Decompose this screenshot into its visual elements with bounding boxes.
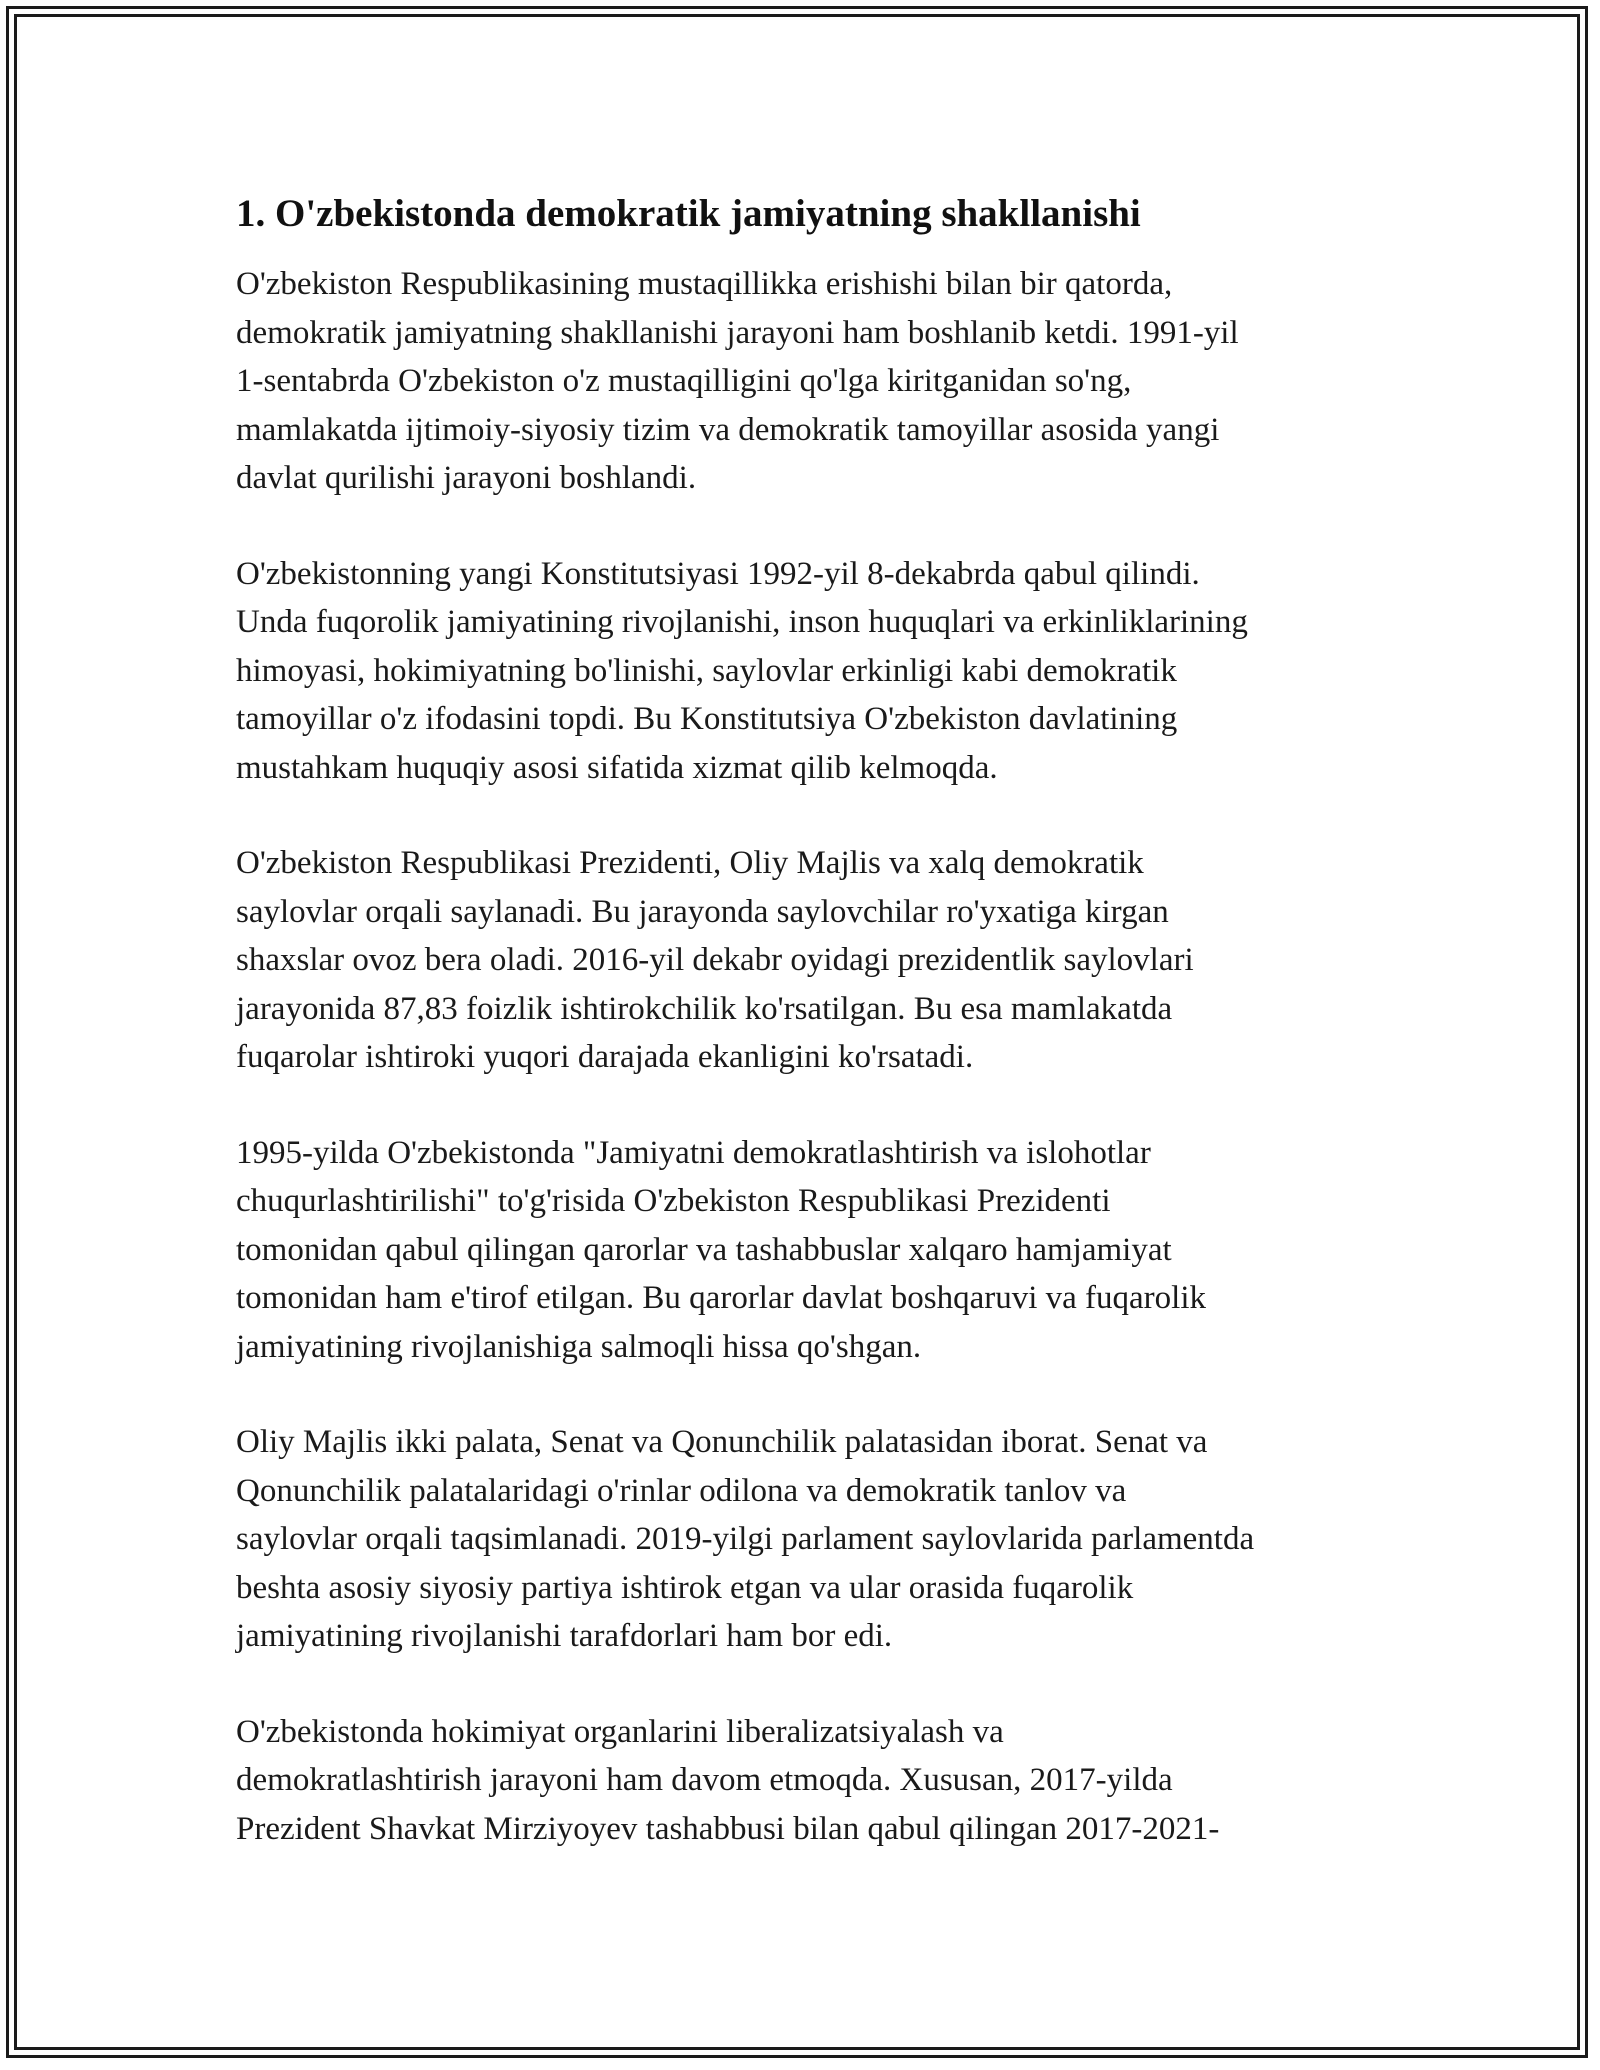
paragraph-6 bbox=[236, 1708, 1376, 1854]
paragraph-line: davlat qurilishi jarayoni boshlandi. bbox=[236, 460, 697, 496]
paragraph-2 bbox=[236, 550, 1376, 793]
paragraph-line: O'zbekistonda hokimiyat organlarini liberalizatsiyalash va bbox=[236, 1713, 1004, 1750]
paragraph-line: Qonunchilik palatalaridagi o'rinlar odilona va demokratik tanlov va bbox=[236, 1472, 1127, 1509]
paragraph-line: 1995-yilda O'zbekistonda "Jamiyatni demokratlashtirish va islohotlar bbox=[236, 1134, 1151, 1171]
paragraph-3 bbox=[236, 839, 1376, 1082]
paragraph-4 bbox=[236, 1129, 1376, 1372]
paragraph-line: O'zbekiston Respublikasining mustaqillikka erishishi bilan bir qatorda, bbox=[236, 266, 1173, 302]
paragraph-line: shaxslar ovoz bera oladi. 2016-yil dekabr oyidagi prezidentlik saylovlari bbox=[236, 942, 1194, 978]
paragraph-line: O'zbekiston Respublikasi Prezidenti, Oliy Majlis va xalq demokratik bbox=[236, 845, 1144, 881]
paragraph-line: Oliy Majlis ikki palata, Senat va Qonunchilik palatasidan iborat. Senat va bbox=[236, 1424, 1208, 1460]
paragraph-line: Unda fuqorolik jamiyatining rivojlanishi, inson huquqlari va erkinliklarining bbox=[236, 604, 1248, 640]
paragraph-line: 1-sentabrda O'zbekiston o'z mustaqilligini qo'lga kiritganidan so'ng, bbox=[236, 363, 1132, 399]
section-heading: 1. O'zbekistonda demokratik jamiyatning shakllanishi bbox=[236, 192, 1141, 235]
paragraph-line: Prezident Shavkat Mirziyoyev tashabbusi bilan qabul qilingan 2017-2021- bbox=[236, 1810, 1220, 1847]
paragraph-line: saylovlar orqali taqsimlanadi. 2019-yilgi parlament saylovlarida parlamentda bbox=[236, 1521, 1255, 1557]
paragraph-line: demokratlashtirish jarayoni ham davom etmoqda. Xususan, 2017-yilda bbox=[236, 1762, 1173, 1798]
paragraph-line: beshta asosiy siyosiy partiya ishtirok etgan va ular orasida fuqarolik bbox=[236, 1569, 1134, 1606]
paragraph-line: tomonidan ham e'tirof etilgan. Bu qarorlar davlat boshqaruvi va fuqarolik bbox=[236, 1280, 1207, 1316]
paragraph-line: fuqarolar ishtiroki yuqori darajada ekanligini ko'rsatadi. bbox=[236, 1039, 974, 1075]
paragraph-line: tamoyillar o'z ifodasini topdi. Bu Konstitutsiya O'zbekiston davlatining bbox=[236, 701, 1178, 737]
paragraph-line: mustahkam huquqiy asosi sifatida xizmat qilib kelmoqda. bbox=[236, 749, 998, 786]
document-body bbox=[236, 188, 1376, 1900]
paragraph-1 bbox=[236, 260, 1376, 503]
paragraph-line: tomonidan qabul qilingan qarorlar va tashabbuslar xalqaro hamjamiyat bbox=[236, 1231, 1172, 1268]
paragraph-5 bbox=[236, 1418, 1376, 1661]
paragraph-line: jamiyatining rivojlanishiga salmoqli hissa qo'shgan. bbox=[236, 1328, 922, 1365]
paragraph-line: O'zbekistonning yangi Konstitutsiyasi 1992-yil 8-dekabrda qabul qilindi. bbox=[236, 555, 1200, 592]
paragraph-line: jamiyatining rivojlanishi tarafdorlari ham bor edi. bbox=[236, 1618, 893, 1654]
paragraph-line: demokratik jamiyatning shakllanishi jarayoni ham boshlanib ketdi. 1991-yil bbox=[236, 314, 1239, 351]
paragraph-line: mamlakatda ijtimoiy-siyosiy tizim va demokratik tamoyillar asosida yangi bbox=[236, 411, 1220, 448]
paragraph-line: himoyasi, hokimiyatning bo'linishi, saylovlar erkinligi kabi demokratik bbox=[236, 652, 1177, 689]
paragraph-line: jarayonida 87,83 foizlik ishtirokchilik ko'rsatilgan. Bu esa mamlakatda bbox=[236, 990, 1173, 1027]
paragraph-line: saylovlar orqali saylanadi. Bu jarayonda saylovchilar ro'yxatiga kirgan bbox=[236, 893, 1169, 930]
paragraph-line: chuqurlashtirilishi" to'g'risida O'zbekiston Respublikasi Prezidenti bbox=[236, 1183, 1111, 1219]
